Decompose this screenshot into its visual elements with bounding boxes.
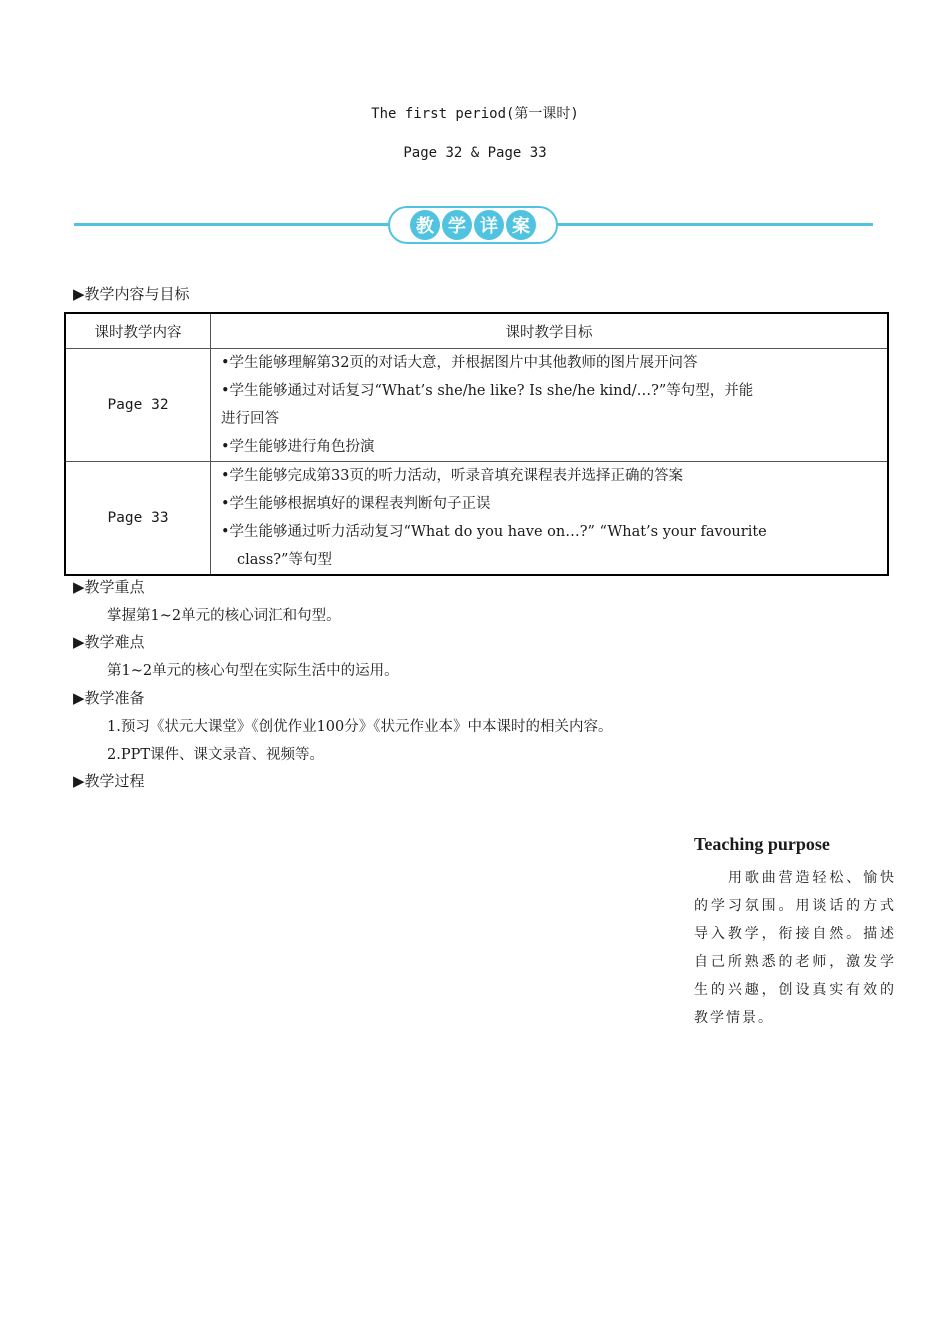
goal-line: •学生能够理解第32页的对话大意，并根据图片中其他教师的图片展开问答 <box>221 355 698 371</box>
goal-line: •学生能够进行角色扮演 <box>221 439 375 455</box>
teaching-purpose-text: 用歌曲营造轻松、愉快的学习氛围。用谈话的方式导入教学，衔接自然。描述自己所熟悉的老师，激发学生的兴趣，创设真实有效的教学情景。 <box>694 870 896 1026</box>
table-header-row <box>65 313 888 349</box>
banner-line-right <box>556 223 873 226</box>
table-cell-goals <box>211 462 889 576</box>
goal-line: •学生能够根据填好的课程表判断句子正误 <box>221 496 491 512</box>
goal-line: •学生能够通过听力活动复习“What do you have on…?” “What’s your favourite <box>221 524 767 540</box>
lesson-title: The first period(第一课时) <box>371 106 579 122</box>
section-heading-difficulties: ▶教学难点 <box>73 633 145 651</box>
banner-badge <box>388 206 558 244</box>
goal-line: class?”等句型 <box>237 552 332 568</box>
key-points-text: 掌握第1~2单元的核心词汇和句型。 <box>107 608 341 624</box>
goal-line: •学生能够通过对话复习“What’s she/he like? Is she/he kind/…?”等句型，并能 <box>221 383 754 399</box>
preparation-item: 1.预习《状元大课堂》《创优作业100分》《状元作业本》中本课时的相关内容。 <box>107 719 613 735</box>
goal-line: •学生能够完成第33页的听力活动，听录音填充课程表并选择正确的答案 <box>221 468 684 484</box>
section-heading-process: ▶教学过程 <box>73 772 145 790</box>
table-header-cell: 课时教学目标 <box>211 313 889 349</box>
banner-char: 学 <box>442 210 472 240</box>
banner-char: 案 <box>506 210 536 240</box>
banner-char: 详 <box>474 210 504 240</box>
teaching-purpose-title: Teaching purpose <box>694 834 830 854</box>
goal-line: 进行回答 <box>221 411 279 427</box>
table-cell-content: Page 33 <box>65 462 211 576</box>
banner-char: 教 <box>410 210 440 240</box>
preparation-item: 2.PPT课件、课文录音、视频等。 <box>107 747 325 763</box>
lesson-subtitle: Page 32 & Page 33 <box>403 145 547 161</box>
section-heading-content-goals: ▶教学内容与目标 <box>73 285 190 303</box>
banner-line-left <box>74 223 390 226</box>
table-cell-content: Page 32 <box>65 349 211 462</box>
table-header-cell: 课时教学内容 <box>65 313 211 349</box>
goals-table <box>64 312 889 576</box>
table-cell-goals <box>211 349 889 462</box>
table-row <box>65 349 888 462</box>
section-heading-preparation: ▶教学准备 <box>73 689 145 707</box>
difficulties-text: 第1~2单元的核心句型在实际生活中的运用。 <box>107 663 399 679</box>
section-heading-key-points: ▶教学重点 <box>73 578 145 596</box>
table-row <box>65 462 888 576</box>
